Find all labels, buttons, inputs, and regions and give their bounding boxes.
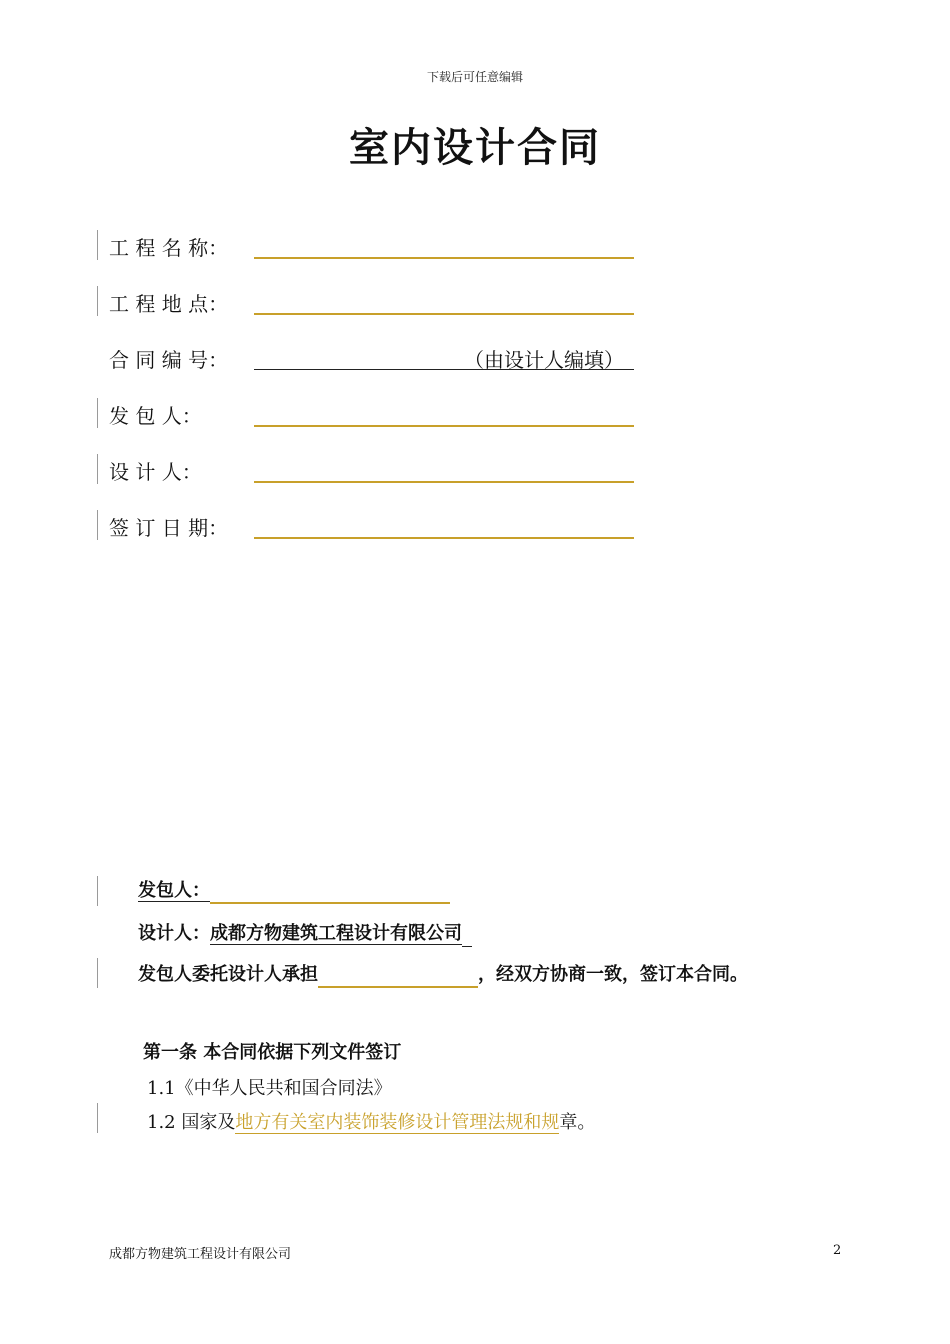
header-note: 下载后可任意编辑 [426,70,523,84]
clause-1-1: 1.1《中华人民共和国合同法》 [147,1078,392,1099]
field-label: 合 同 编 号： [109,348,229,372]
clause-1-2-suffix: 章。 [559,1112,596,1133]
project-location-blank[interactable] [254,313,634,315]
field-label: 发 包 人： [109,404,202,428]
article-one-heading: 第一条 本合同依据下列文件签订 [143,1042,402,1063]
entrust-prefix: 发包人委托设计人承担 [138,964,318,985]
designer-label: 设计人： [138,923,210,944]
client-label: 发包人： [138,880,210,901]
client-blank[interactable] [254,425,634,427]
revision-bar [97,230,98,260]
revision-bar [97,454,98,484]
client-name-blank[interactable] [210,882,450,904]
field-label: 工 程 地 点： [109,292,229,316]
document-title: 室内设计合同 [349,125,601,171]
designer-blank[interactable] [254,481,634,483]
clause-1-2-prefix: 1.2 国家及 [147,1112,236,1133]
revision-bar [97,958,98,988]
field-label: 设 计 人： [109,460,202,484]
contract-number-note: （由设计人编填） [464,348,624,372]
footer-page-number: 2 [833,1243,842,1258]
entrust-suffix: ，经双方协商一致，签订本合同。 [478,964,748,985]
designer-name-tail [462,926,472,947]
revision-bar [97,1103,98,1133]
revision-bar [97,510,98,540]
entrust-scope-blank[interactable] [318,966,478,988]
clause-1-2 [147,1108,595,1134]
signing-date-blank[interactable] [254,537,634,539]
field-label: 签 订 日 期： [109,516,229,540]
field-label: 工 程 名 称： [109,236,229,260]
client-line [138,878,450,904]
revision-bar [97,286,98,316]
footer-company: 成都方物建筑工程设计有限公司 [109,1247,292,1262]
designer-line [138,921,472,947]
revision-bar [97,876,98,906]
project-name-blank[interactable] [254,257,634,259]
clause-1-2-tracked-text: 地方有关室内装饰装修设计管理法规和规 [235,1112,560,1133]
revision-bar [97,398,98,428]
designer-name: 成都方物建筑工程设计有限公司 [210,923,462,944]
entrust-line [138,962,748,988]
